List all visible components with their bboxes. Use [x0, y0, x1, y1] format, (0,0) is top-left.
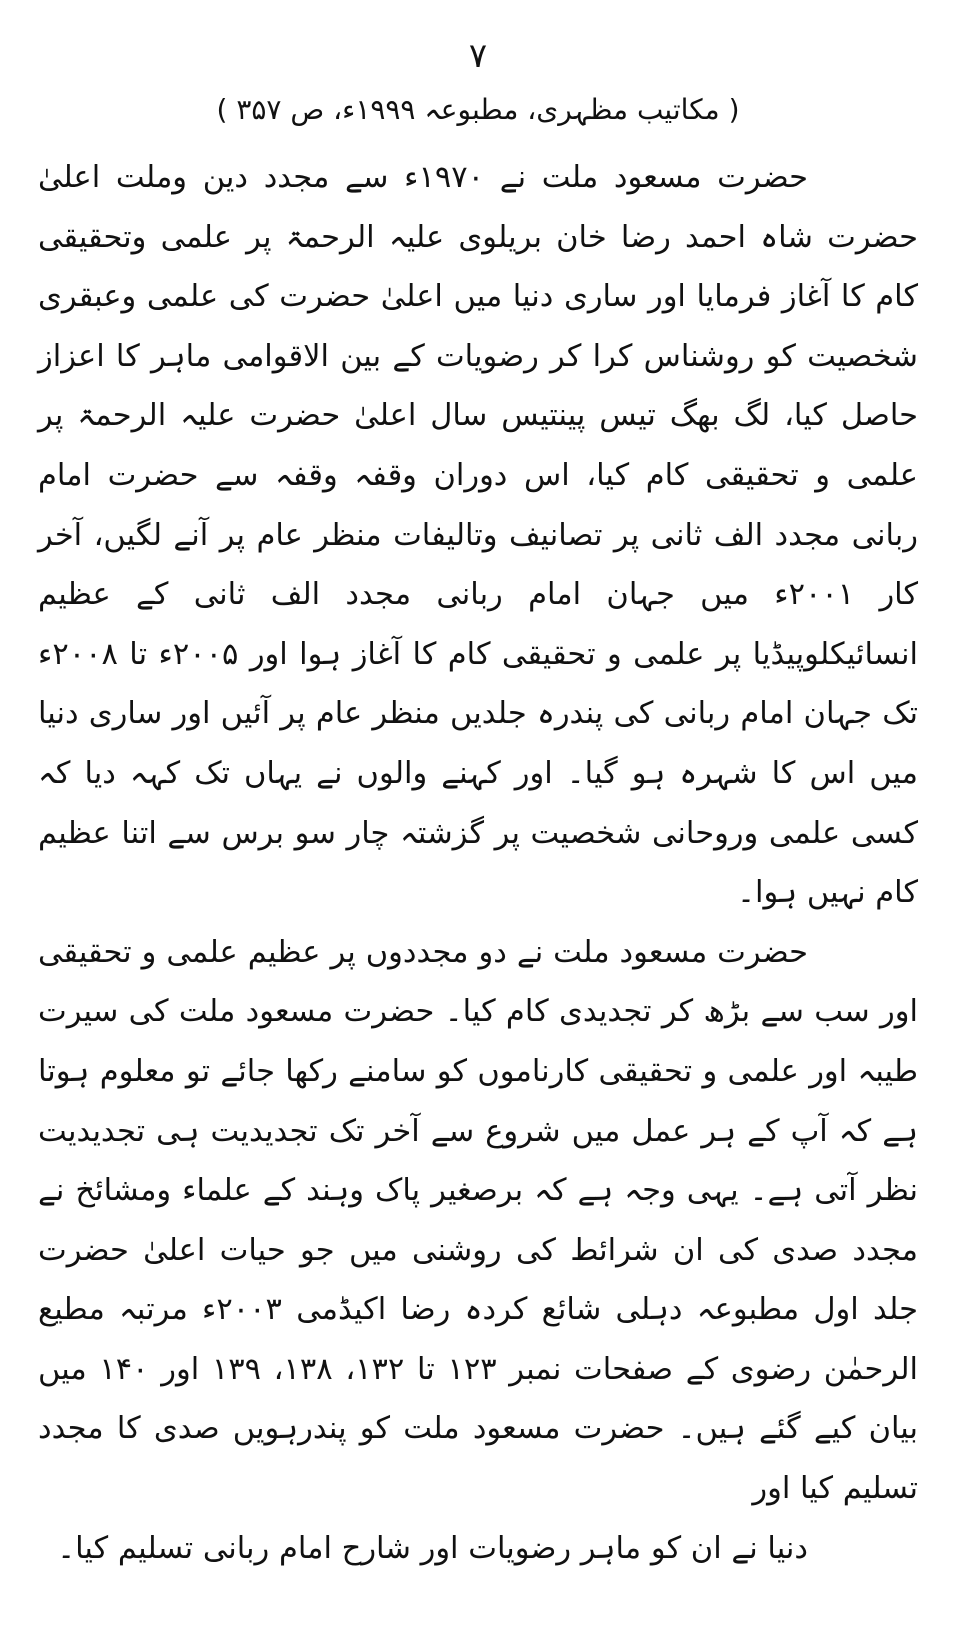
paragraph-1 — [38, 148, 918, 923]
paragraph-2 — [38, 923, 918, 1519]
citation-reference: ( مکاتیب مظہری، مطبوعہ ۱۹۹۹ء، ص ۳۵۷ ) — [216, 93, 740, 126]
paragraph-3 — [38, 1519, 918, 1579]
paragraph-text: حضرت مسعود ملت نے دو مجددوں پر عظیم علمی و تحقیقی اور سب سے بڑھ کر تجدیدی کام کیا۔ حضرت مسعود ملت کی سیرت طیبہ اور علمی و تحقیقی کارناموں کو سامنے رکھا جائے تو معلوم ہوتا ہے کہ آپ کے ہر عمل میں شروع سے آخر تک تجدیدیت ہی تجدیدیت نظر آتی ہے۔ یہی وجہ ہے کہ برصغیر پاک وہند کے علماء ومشائخ نے مجدد صدی کی ان شرائط کی روشنی میں جو حیات اعلیٰ حضرت جلد اول مطبوعہ دہلی شائع کردہ رضا اکیڈمی ۲۰۰۳ء مرتبہ مطیع الرحمٰن رضوی کے صفحات نمبر ۱۲۳ تا ۱۳۲، ۱۳۸، ۱۳۹ اور ۱۴۰ میں بیان کیے گئے ہیں۔ حضرت مسعود ملت کو پندرہویں صدی کا مجدد تسلیم کیا اور — [38, 934, 919, 1507]
paragraph-text: حضرت مسعود ملت نے ۱۹۷۰ء سے مجدد دین وملت اعلیٰ حضرت شاہ احمد رضا خان بریلوی علیہ الرحمۃ پر علمی وتحقیقی کام کا آغاز فرمایا اور ساری دنیا میں اعلیٰ حضرت کی علمی وعبقری شخصیت کو روشناس کرا کر رضویات کے بین الاقوامی ماہر کا اعزاز حاصل کیا، لگ بھگ تیس پینتیس سال اعلیٰ حضرت علیہ الرحمۃ پر علمی و تحقیقی کام کیا، اس دوران وقفہ وقفہ سے حضرت امام ربانی مجدد الف ثانی پر تصانیف وتالیفات منظر عام پر آنے لگیں، آخر کار ۲۰۰۱ء میں جہان امام ربانی مجدد الف ثانی کے عظیم انسائیکلوپیڈیا پر علمی و تحقیقی کام کا آغاز ہوا اور ۲۰۰۵ء تا ۲۰۰۸ء تک جہان امام ربانی کی پندرہ جلدیں منظر عام پر آئیں اور ساری دنیا میں اس کا شہرہ ہو گیا۔ اور کہنے والوں نے یہاں تک کہہ دیا کہ کسی علمی وروحانی شخصیت پر گزشتہ چار سو برس سے اتنا عظیم کام نہیں ہوا۔ — [38, 160, 919, 911]
paragraph-text: دنیا نے ان کو ماہر رضویات اور شارح امام ربانی تسلیم کیا۔ — [57, 1530, 808, 1566]
page-number: ۷ — [468, 36, 488, 76]
